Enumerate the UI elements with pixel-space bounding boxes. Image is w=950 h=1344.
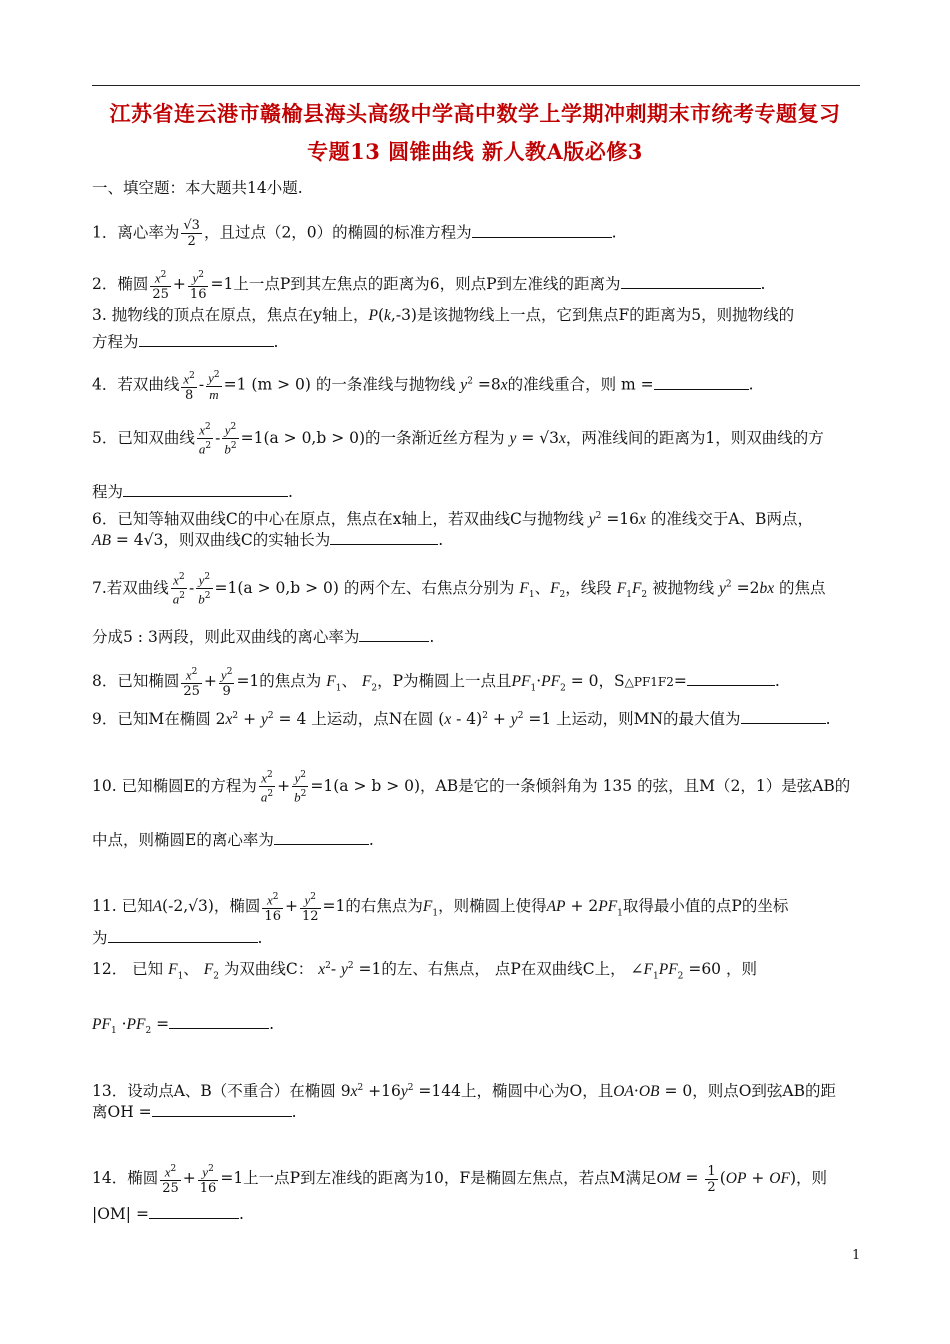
- question-12-cont: $PF_1 \cdot PF_2$ = .: [92, 1015, 275, 1037]
- question-9: 9．已知M在椭圆 $2x^2 + y^2 = 4$ 上运动，点N在圆 $(x - 4)^2 + y^2 =1$ 上运动，则MN的最大值为 .: [92, 710, 831, 729]
- answer-blank[interactable]: [169, 1014, 269, 1029]
- question-2: 2．椭圆 $\frac{x^2}{25}$ + $\frac{y^2}{16}$ =1上一点P到其左焦点的距离为6，则点P到左准线的距离为 .: [92, 270, 766, 303]
- answer-blank[interactable]: [123, 482, 288, 497]
- section-heading: 一、填空题：本大题共14小题.: [92, 179, 303, 197]
- answer-blank[interactable]: [149, 1204, 239, 1219]
- question-5-cont: 程为 .: [92, 483, 293, 501]
- answer-blank[interactable]: [472, 223, 612, 238]
- question-10: 10. 已知椭圆E的方程为 $\frac{x^2}{a^2}$ + $\frac{y^2}{b^2}$ =1(a > b > 0)，AB是它的一条倾斜角为 135 的弦，且M（2，1）是弦AB的: [92, 770, 851, 805]
- answer-blank[interactable]: [330, 530, 438, 545]
- question-5: 5．已知双曲线 $\frac{x^2}{a^2}$ - $\frac{y^2}{b^2}$ =1(a > 0,b > 0)的一条渐近丝方程为 y = √3x，两准线间的距离为1，则双曲线的方: [92, 422, 824, 457]
- question-6: 6．已知等轴双曲线C的中心在原点，焦点在x轴上，若双曲线C与抛物线 $y^2 =16x$ 的准线交于A、B两点，: [92, 510, 813, 529]
- title-line-2: 专题13 圆锥曲线 新人教A版必修3: [307, 139, 643, 164]
- question-1: 1．离心率为 $\frac{√3}{2}$ ，且过点（2，0）的椭圆的标准方程为 .: [92, 218, 617, 249]
- question-3-cont: 方程为 .: [92, 333, 279, 351]
- answer-blank[interactable]: [621, 274, 761, 289]
- question-7: 7.若双曲线 $\frac{x^2}{a^2}$ - $\frac{y^2}{b^2}$ =1(a > 0,b > 0) 的两个左、右焦点分别为 $F_1$、$F_2$，线段 $F_1F_2$ 被抛物线 $y^2 =2bx$ 的焦点: [92, 572, 826, 607]
- page-number: 1: [852, 1248, 861, 1263]
- top-rule: [92, 85, 860, 86]
- question-14: 14．椭圆 $\frac{x^2}{25}$ + $\frac{y^2}{16}$ =1上一点P到左准线的距离为10，F是椭圆左焦点，若点M满足OM = $\frac{1}{2}$ (OP + OF)，则: [92, 1163, 828, 1197]
- question-7-cont: 分成5 : 3两段，则此双曲线的离心率为 .: [92, 628, 435, 646]
- answer-blank[interactable]: [108, 928, 258, 943]
- answer-blank[interactable]: [741, 709, 826, 724]
- question-13-cont: 离OH = .: [92, 1103, 297, 1121]
- title-line-1: 江苏省连云港市赣榆县海头高级中学高中数学上学期冲刺期末市统考专题复习: [109, 101, 841, 126]
- answer-blank[interactable]: [152, 1102, 292, 1117]
- question-11: 11. 已知A(-2,√3)，椭圆 $\frac{x^2}{16}$ + $\frac{y^2}{12}$ =1的右焦点为$F_1$，则椭圆上使得AP + $2PF_1$取得最小值的点P的坐标: [92, 892, 789, 925]
- answer-blank[interactable]: [274, 830, 369, 845]
- question-13: 13．设动点A、B（不重合）在椭圆 $9x^2 +16y^2 =144$上，椭圆中心为O，且OA·OB = 0，则点O到弦AB的距: [92, 1082, 837, 1101]
- question-10-cont: 中点，则椭圆E的离心率为 .: [92, 831, 374, 849]
- question-4: 4．若双曲线 $\frac{x^2}{8}$ - $\frac{y^2}{m}$ =1 (m > 0) 的一条准线与抛物线 $y^2 =8x$的准线重合，则 m = .: [92, 370, 754, 403]
- question-6-cont: AB = 4√3，则双曲线C的实轴长为 .: [92, 531, 444, 549]
- question-14-cont: |OM| = .: [92, 1205, 244, 1223]
- answer-blank[interactable]: [139, 332, 274, 347]
- answer-blank[interactable]: [687, 671, 775, 686]
- question-8: 8．已知椭圆 $\frac{x^2}{25}$ + $\frac{y^2}{9}$ =1的焦点为 $F_1$、 $F_2$，P为椭圆上一点且$PF_1\cdot PF_2 = 0$，S△PF1F2= .: [92, 667, 780, 700]
- answer-blank[interactable]: [359, 627, 429, 642]
- fraction: $\frac{√3}{2}$: [183, 218, 200, 249]
- question-11-cont: 为 .: [92, 929, 263, 947]
- answer-blank[interactable]: [654, 375, 749, 390]
- question-12: 12． 已知 $F_1$、 $F_2$ 为双曲线C： $x^2-$ $y^2 =1$的左、右焦点， 点P在双曲线C上， $\angle F_1PF_2 =60$ ，则: [92, 960, 757, 982]
- question-3: 3. 抛物线的顶点在原点，焦点在y轴上，P(k,-3)是该抛物线上一点，它到焦点F的距离为5，则抛物线的: [92, 306, 795, 324]
